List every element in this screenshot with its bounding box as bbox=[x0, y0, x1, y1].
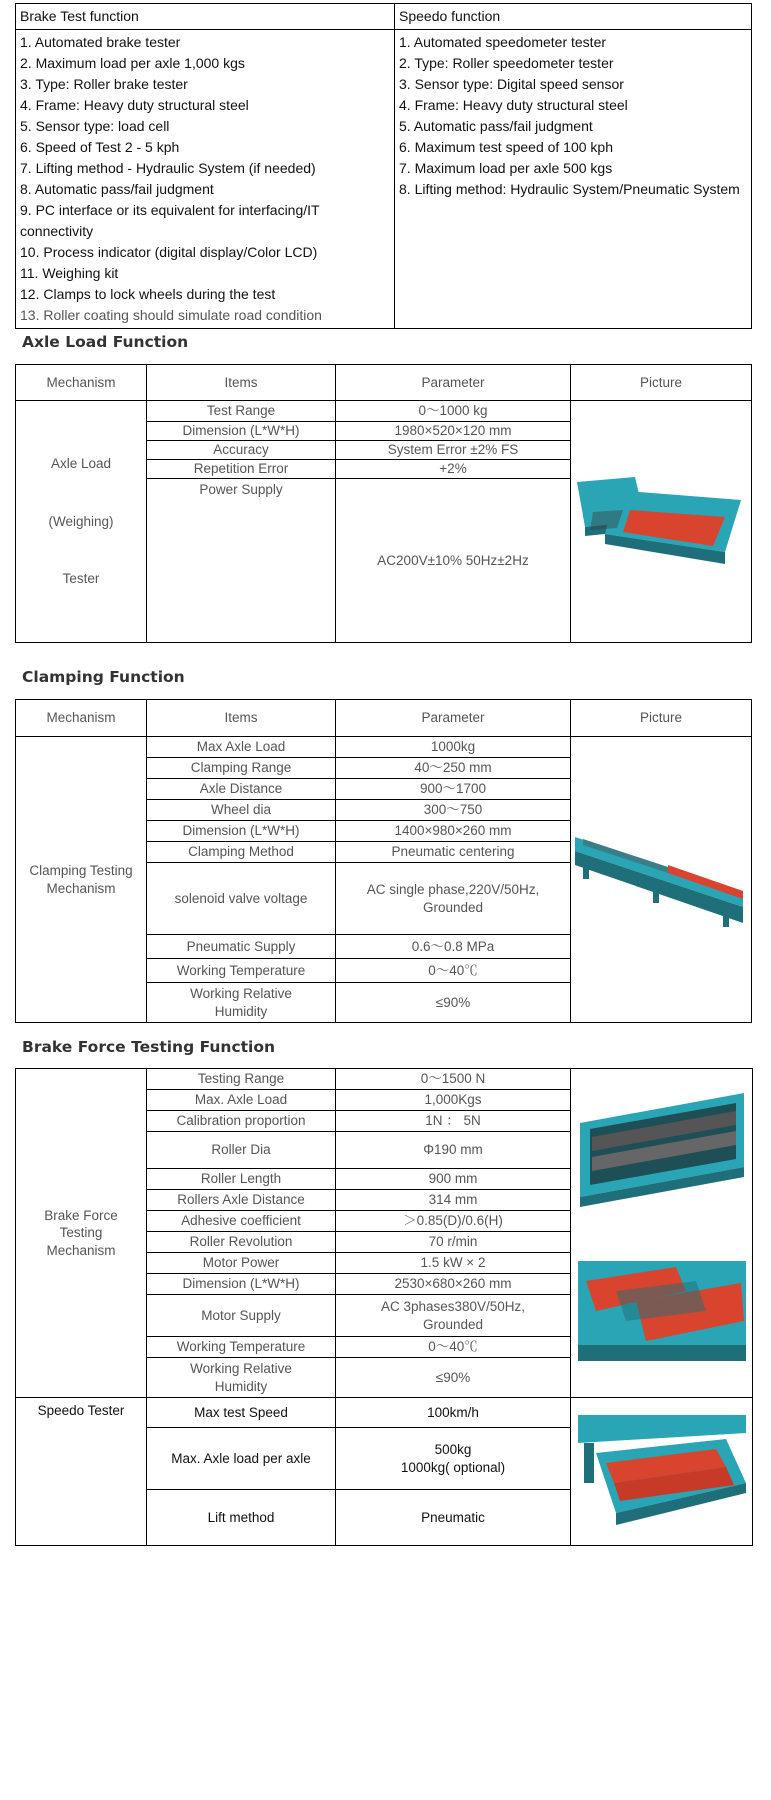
list-item: 6. Speed of Test 2 - 5 kph bbox=[20, 139, 180, 155]
table-cell: Testing Range bbox=[147, 1069, 336, 1090]
brake-mechanism-cell bbox=[16, 1069, 147, 1398]
table-cell: AC single phase,220V/50Hz, Grounded bbox=[336, 863, 571, 935]
intro-table bbox=[15, 3, 752, 329]
brake-platform-image bbox=[576, 1261, 748, 1361]
list-item: 5. Automatic pass/fail judgment bbox=[399, 118, 593, 134]
table-cell: Pneumatic centering bbox=[336, 842, 571, 863]
header-mechanism: Mechanism bbox=[16, 700, 147, 737]
table-cell: Dimension (L*W*H) bbox=[147, 821, 336, 842]
brake-force-title: Brake Force Testing Function bbox=[22, 1038, 276, 1056]
list-item: 4. Frame: Heavy duty structural steel bbox=[399, 97, 628, 113]
axle-mechanism-line: Tester bbox=[62, 571, 100, 587]
clamp-picture-cell bbox=[571, 737, 752, 1023]
brake-mechanism: Brake Force Testing Mechanism bbox=[44, 1207, 118, 1258]
clamping-title: Clamping Function bbox=[22, 668, 185, 686]
list-item: 13. Roller coating should simulate road condition bbox=[20, 307, 322, 323]
table-cell: Φ190 mm bbox=[336, 1132, 571, 1169]
table-cell: Roller Length bbox=[147, 1169, 336, 1190]
table-cell: Max. Axle Load bbox=[147, 1090, 336, 1111]
table-cell: Working Relative Humidity bbox=[147, 1358, 336, 1398]
speedo-list bbox=[399, 32, 747, 200]
table-cell: 0～40℃ bbox=[336, 1337, 571, 1358]
table-cell: 1000kg bbox=[336, 737, 571, 758]
table-cell: 900 mm bbox=[336, 1169, 571, 1190]
table-cell: Max Axle Load bbox=[147, 737, 336, 758]
speedo-load-value: 500kg bbox=[434, 1441, 472, 1457]
table-cell: Working Relative Humidity bbox=[147, 983, 336, 1023]
table-cell: ≤90% bbox=[336, 983, 571, 1023]
list-item: 1. Automated speedometer tester bbox=[399, 34, 607, 50]
brake-test-title: Brake Test function bbox=[20, 8, 139, 24]
table-cell: 40～250 mm bbox=[336, 758, 571, 779]
brake-force-table bbox=[15, 1068, 753, 1546]
list-item: 8. Automatic pass/fail judgment bbox=[20, 181, 214, 197]
table-cell: AC 3phases380V/50Hz, Grounded bbox=[336, 1295, 571, 1337]
clamp-mechanism: Clamping Testing Mechanism bbox=[29, 862, 133, 896]
clamping-table bbox=[15, 699, 752, 1023]
table-cell: 900～1700 bbox=[336, 779, 571, 800]
brake-list-cell bbox=[16, 30, 395, 329]
table-cell: Roller Revolution bbox=[147, 1232, 336, 1253]
table-cell: Working Temperature bbox=[147, 1337, 336, 1358]
table-cell: Rollers Axle Distance bbox=[147, 1190, 336, 1211]
table-cell: 300～750 bbox=[336, 800, 571, 821]
table-cell: System Error ±2% FS bbox=[336, 441, 571, 460]
axle-picture-cell bbox=[571, 401, 752, 643]
table-cell: Clamping Method bbox=[147, 842, 336, 863]
header-items: Items bbox=[147, 700, 336, 737]
header-picture: Picture bbox=[571, 700, 752, 737]
list-item: 2. Maximum load per axle 1,000 kgs bbox=[20, 55, 245, 71]
speedo-function-title: Speedo function bbox=[399, 8, 501, 24]
table-cell: Roller Dia bbox=[147, 1132, 336, 1169]
table-cell: +2% bbox=[336, 460, 571, 479]
speedo-mechanism: Speedo Tester bbox=[37, 1403, 125, 1418]
table-cell: Motor Power bbox=[147, 1253, 336, 1274]
list-item: 3. Sensor type: Digital speed sensor bbox=[399, 76, 624, 92]
header-mechanism: Mechanism bbox=[16, 365, 147, 401]
table-cell: Max. Axle load per axle bbox=[147, 1428, 336, 1490]
table-cell: 100km/h bbox=[336, 1398, 571, 1428]
table-cell: 1.5 kW × 2 bbox=[336, 1253, 571, 1274]
table-cell: Power Supply bbox=[147, 479, 336, 643]
table-cell: ≤90% bbox=[336, 1358, 571, 1398]
axle-load-tester-image bbox=[575, 472, 747, 572]
speedo-tester-image bbox=[576, 1413, 748, 1531]
list-item: 9. PC interface or its equivalent for interfacing/IT connectivity bbox=[20, 202, 320, 239]
list-item: 8. Lifting method: Hydraulic System/Pneumatic System bbox=[399, 181, 740, 197]
speedo-load-optional: 1000kg( optional) bbox=[400, 1459, 506, 1475]
axle-mechanism-line: (Weighing) bbox=[48, 513, 114, 529]
speedo-list-cell bbox=[395, 30, 752, 329]
table-cell: Accuracy bbox=[147, 441, 336, 460]
brake-list bbox=[20, 32, 390, 326]
table-cell: Pneumatic Supply bbox=[147, 935, 336, 959]
table-cell: Adhesive coefficient bbox=[147, 1211, 336, 1232]
list-item: 6. Maximum test speed of 100 kph bbox=[399, 139, 613, 155]
list-item: 2. Type: Roller speedometer tester bbox=[399, 55, 614, 71]
list-item: 12. Clamps to lock wheels during the test bbox=[20, 286, 276, 302]
table-cell: Axle Distance bbox=[147, 779, 336, 800]
list-item: 5. Sensor type: load cell bbox=[20, 118, 170, 134]
clamping-mechanism-image bbox=[573, 825, 749, 935]
table-cell: 0～1000 kg bbox=[336, 401, 571, 422]
list-item: 11. Weighing kit bbox=[20, 265, 119, 281]
speedo-picture-cell bbox=[571, 1398, 753, 1546]
table-cell: Wheel dia bbox=[147, 800, 336, 821]
axle-mechanism-line: Axle Load bbox=[50, 456, 112, 472]
brake-picture-cell bbox=[571, 1069, 753, 1398]
table-cell: Working Temperature bbox=[147, 959, 336, 983]
list-item: 7. Maximum load per axle 500 kgs bbox=[399, 160, 613, 176]
table-cell: 314 mm bbox=[336, 1190, 571, 1211]
brake-roller-image bbox=[576, 1089, 748, 1207]
table-cell: Calibration proportion bbox=[147, 1111, 336, 1132]
speedo-mechanism-cell bbox=[16, 1398, 147, 1546]
table-cell: Dimension (L*W*H) bbox=[147, 422, 336, 441]
table-cell: Lift method bbox=[147, 1490, 336, 1546]
header-items: Items bbox=[147, 365, 336, 401]
list-item: 4. Frame: Heavy duty structural steel bbox=[20, 97, 249, 113]
header-parameter: Parameter bbox=[336, 700, 571, 737]
axle-load-title: Axle Load Function bbox=[22, 333, 189, 351]
axle-mechanism-cell bbox=[16, 401, 147, 643]
clamp-mechanism-cell bbox=[16, 737, 147, 1023]
brake-title-cell bbox=[16, 4, 395, 30]
table-cell: 0～1500 N bbox=[336, 1069, 571, 1090]
table-cell: Motor Supply bbox=[147, 1295, 336, 1337]
table-cell bbox=[336, 1428, 571, 1490]
table-cell: Test Range bbox=[147, 401, 336, 422]
table-cell: 0.6～0.8 MPa bbox=[336, 935, 571, 959]
table-cell: 1980×520×120 mm bbox=[336, 422, 571, 441]
table-cell: 1400×980×260 mm bbox=[336, 821, 571, 842]
table-cell: 1N ： 5N bbox=[336, 1111, 571, 1132]
table-cell: 0～40℃ bbox=[336, 959, 571, 983]
speedo-title-cell bbox=[395, 4, 752, 30]
table-cell: Repetition Error bbox=[147, 460, 336, 479]
table-cell: 2530×680×260 mm bbox=[336, 1274, 571, 1295]
table-cell: Max test Speed bbox=[147, 1398, 336, 1428]
table-cell: ＞0.85(D)/0.6(H) bbox=[336, 1211, 571, 1232]
table-cell: Pneumatic bbox=[336, 1490, 571, 1546]
list-item: 10. Process indicator (digital display/Color LCD) bbox=[20, 244, 318, 260]
header-parameter: Parameter bbox=[336, 365, 571, 401]
list-item: 3. Type: Roller brake tester bbox=[20, 76, 188, 92]
table-cell: AC200V±10% 50Hz±2Hz bbox=[336, 479, 571, 643]
table-cell: 70 r/min bbox=[336, 1232, 571, 1253]
axle-load-table bbox=[15, 364, 752, 643]
list-item: 1. Automated brake tester bbox=[20, 34, 181, 50]
header-picture: Picture bbox=[571, 365, 752, 401]
table-cell: Dimension (L*W*H) bbox=[147, 1274, 336, 1295]
table-cell: solenoid valve voltage bbox=[147, 863, 336, 935]
list-item: 7. Lifting method - Hydraulic System (if needed) bbox=[20, 160, 316, 176]
table-cell: 1,000Kgs bbox=[336, 1090, 571, 1111]
table-cell: Clamping Range bbox=[147, 758, 336, 779]
